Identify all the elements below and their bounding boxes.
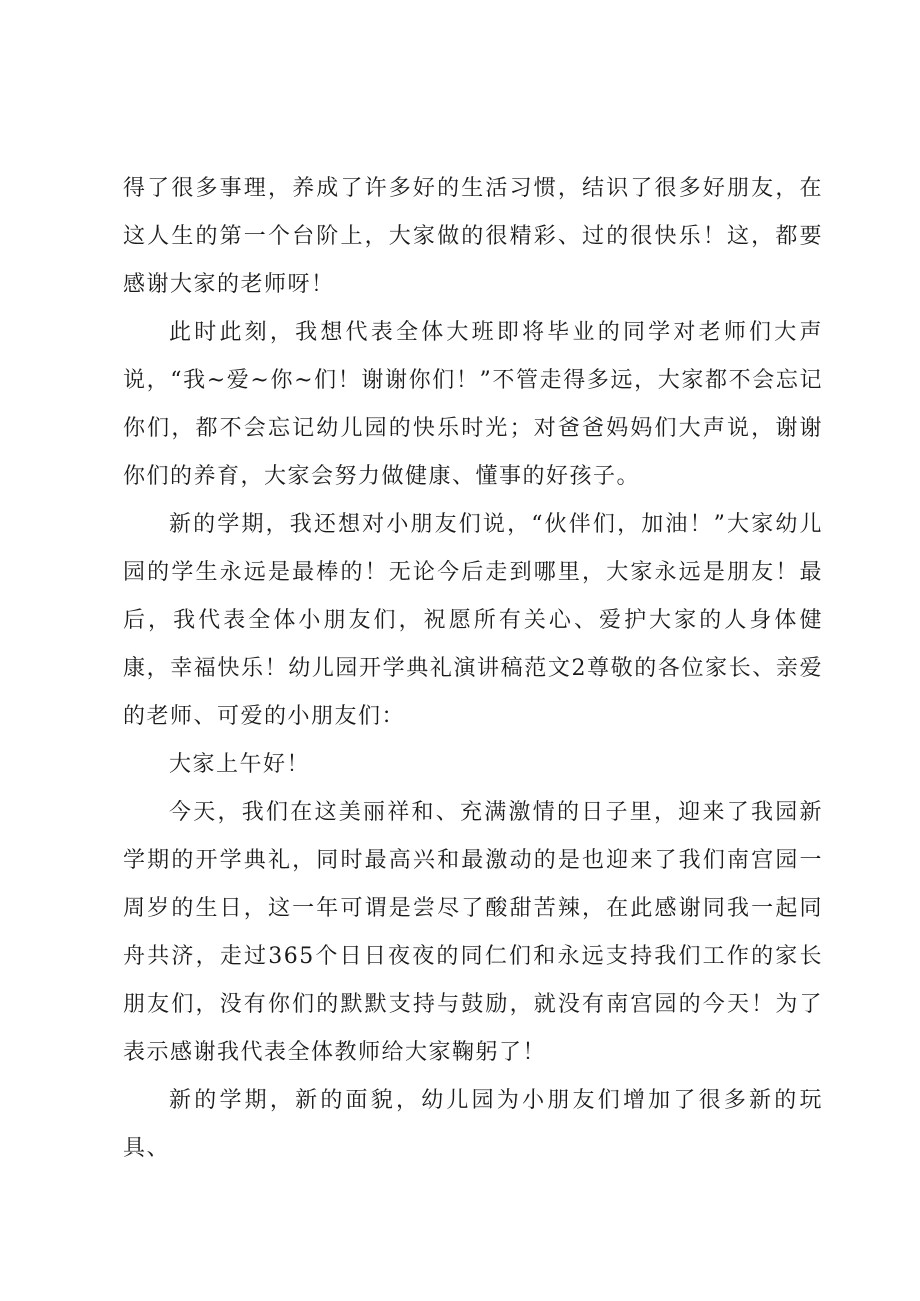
- paragraph-6: 新的学期，新的面貌，幼儿园为小朋友们增加了很多新的玩具、: [123, 1088, 823, 1161]
- paragraph-2: 此时此刻，我想代表全体大班即将毕业的同学对老师们大声说，“我~爱~你~们！谢谢你们！”不管走得多远，大家都不会忘记你们，都不会忘记幼儿园的快乐时光；对爸爸妈妈们大声说，谢谢你们的养育，大家会努力做健康、懂事的好孩子。: [123, 320, 823, 489]
- paragraph-1: 得了很多事理，养成了许多好的生活习惯，结识了很多好朋友，在这人生的第一个台阶上，大家做的很精彩、过的很快乐！这，都要感谢大家的老师呀！: [123, 176, 823, 297]
- paragraph-3: 新的学期，我还想对小朋友们说，“伙伴们，加油！”大家幼儿园的学生永远是最棒的！无论今后走到哪里，大家永远是朋友！最后，我代表全体小朋友们，祝愿所有关心、爱护大家的人身体健康，幸福快乐！幼儿园开学典礼演讲稿范文2尊敬的各位家长、亲爱的老师、可爱的小朋友们：: [123, 512, 823, 729]
- paragraph-5: 今天，我们在这美丽祥和、充满激情的日子里，迎来了我园新学期的开学典礼，同时最高兴和最激动的是也迎来了我们南宫园一周岁的生日，这一年可谓是尝尽了酸甜苦辣，在此感谢同我一起同舟共济，走过365个日日夜夜的同仁们和永远支持我们工作的家长朋友们，没有你们的默默支持与鼓励，就没有南宫园的今天！为了表示感谢我代表全体教师给大家鞠躬了！: [123, 800, 823, 1065]
- paragraph-4: 大家上午好！: [169, 752, 311, 777]
- document-body: [123, 165, 823, 1173]
